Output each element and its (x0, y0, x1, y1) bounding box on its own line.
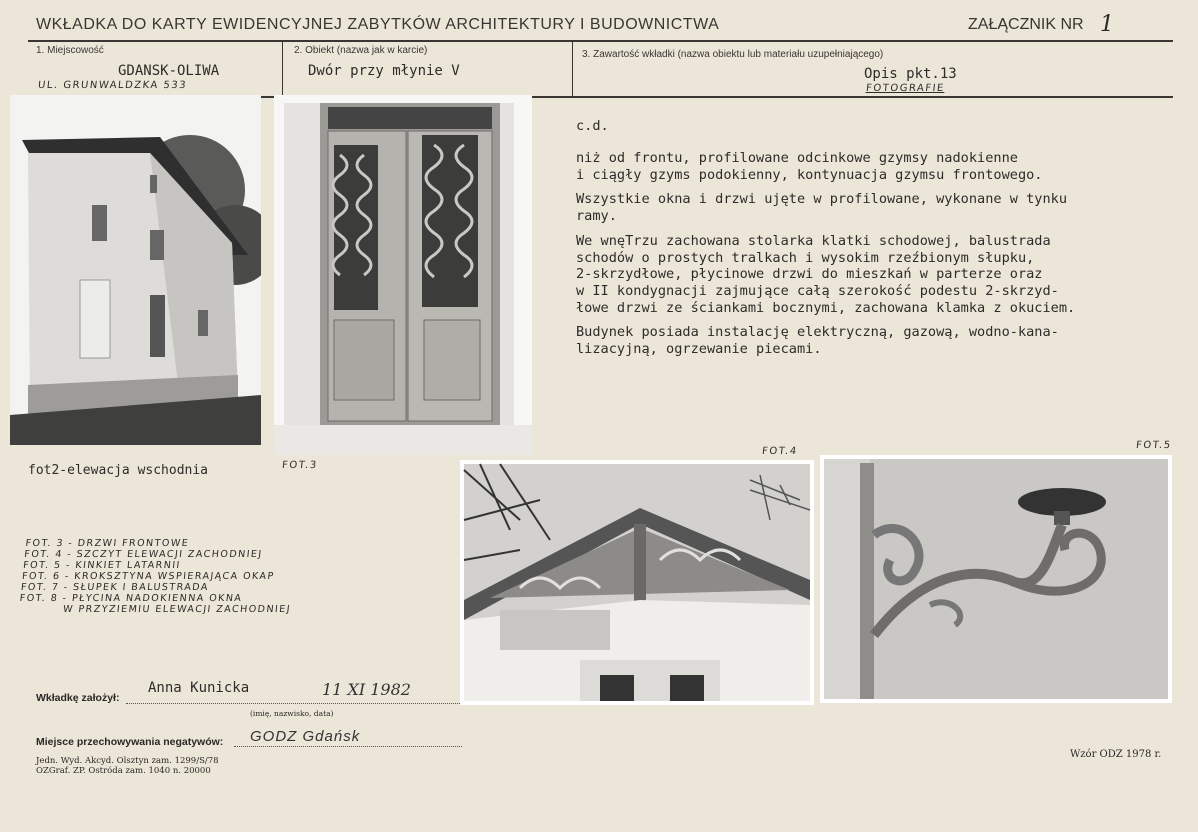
annex-number: 1 (1100, 12, 1114, 37)
description-line: Wszystkie okna i drzwi ujęte w profilowane, wykonane w tynku (576, 191, 1068, 207)
description-line: łowe drzwi ze ściankami bocznymi, zachowana klamka z okuciem. (576, 300, 1076, 316)
description-line: We wnęTrzu zachowana stolarka klatki schodowej, balustrada (576, 233, 1051, 249)
description-line: niż od frontu, profilowane odcinkowe gzymsy nadokienne (576, 150, 1018, 166)
description-line: Budynek posiada instalację elektryczną, gazową, wodno-kana- (576, 324, 1059, 340)
fot3-label: FOT.3 (281, 460, 319, 471)
author-line (126, 703, 460, 704)
photo-list-item: FOT. 3 - DRZWI FRONTOWE (24, 538, 190, 549)
content-label: 3. Zawartość wkładki (nazwa obiektu lub materiału uzupełniającego) (582, 49, 884, 60)
author-name: Anna Kunicka (148, 680, 250, 696)
locality-label: 1. Miejscowość (36, 45, 104, 56)
storage-label: Miejsce przechowywania negatywów: (36, 736, 224, 748)
photo-list-item: FOT. 4 - SZCZYT ELEWACJI ZACHODNIEJ (23, 549, 264, 560)
fot4-label: FOT.4 (761, 446, 799, 457)
field-divider-2 (572, 41, 573, 96)
print-info-2: OZGraf. ZP. Ostróda zam. 1040 n. 20000 (36, 766, 211, 776)
header-rule (28, 40, 1173, 42)
form-title: WKŁADKA DO KARTY EWIDENCYJNEJ ZABYTKÓW ARCHITEKTURY I BUDOWNICTWA (36, 16, 720, 33)
description-line: schodów o prostych tralkach i wysokim rzeźbionym słupku, (576, 250, 1035, 266)
photo-list-item: FOT. 5 - KINKIET LATARNII (22, 560, 182, 571)
content-value-photos: FOTOGRAFIE (865, 83, 946, 94)
locality-address: UL. GRUNWALDZKA 533 (37, 80, 188, 91)
author-date: 11 XI 1982 (322, 680, 411, 699)
photo-west-gable (460, 460, 814, 705)
photo-list-item: W PRZYZIEMIU ELEWACJI ZACHODNIEJ (17, 604, 292, 615)
field-divider-1 (282, 41, 283, 96)
fot2-caption: fot2-elewacja wschodnia (28, 463, 209, 478)
photo-list-item: FOT. 6 - KROKSZTYNA WSPIERAJĄCA OKAP (21, 571, 276, 582)
photo-front-door (274, 95, 532, 455)
object-label: 2. Obiekt (nazwa jak w karcie) (294, 45, 428, 56)
photo-list (18, 538, 298, 615)
storage-line (234, 746, 462, 747)
locality-value: GDANSK-OLIWA (118, 63, 220, 79)
description-line: lizacyjną, ogrzewanie piecami. (576, 341, 822, 357)
photo-list-item: FOT. 8 - PŁYCINA NADOKIENNA OKNA (19, 593, 243, 604)
photo-east-elevation (10, 95, 261, 445)
description-line: ramy. (576, 208, 617, 224)
object-value: Dwór przy młynie V (308, 63, 460, 79)
photo-list-item: FOT. 7 - SŁUPEK I BALUSTRADA (20, 582, 210, 593)
photo-lamp-bracket (820, 455, 1172, 703)
form-pattern: Wzór ODZ 1978 r. (1070, 749, 1162, 760)
fot5-label: FOT.5 (1135, 440, 1173, 451)
print-info-1: Jedn. Wyd. Akcyd. Olsztyn zam. 1299/S/78 (36, 756, 219, 766)
author-label: Wkładkę założył: (36, 692, 120, 704)
description-continued: c.d. (576, 118, 609, 134)
description-line: 2-skrzydłowe, płycinowe drzwi do mieszkań w parterze oraz (576, 266, 1043, 282)
description-line: i ciągły gzyms podokienny, kontynuacja gzymsu frontowego. (576, 167, 1043, 183)
author-hint: (imię, nazwisko, data) (250, 709, 334, 718)
storage-value: GODZ Gdańsk (250, 728, 361, 745)
content-value: Opis pkt.13 (864, 66, 957, 82)
description-line: w II kondygnacji zajmujące całą szerokość podestu 2-skrzyd- (576, 283, 1059, 299)
annex-label: ZAŁĄCZNIK NR (968, 16, 1084, 33)
